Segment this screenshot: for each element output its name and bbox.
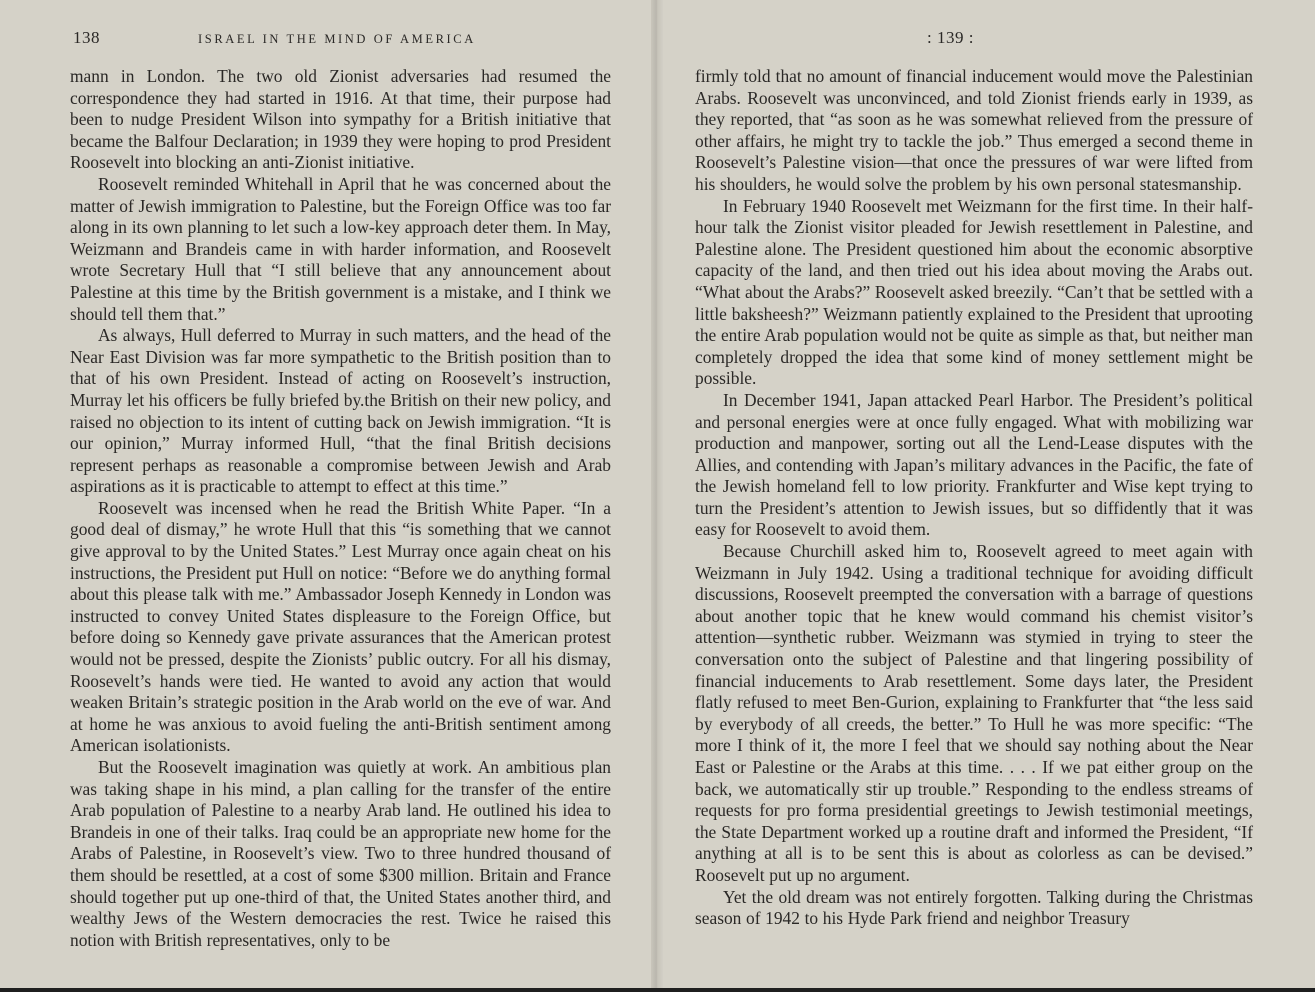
right-page-number: : 139 : (927, 28, 974, 47)
running-title: ISRAEL IN THE MIND OF AMERICA (198, 32, 476, 46)
paragraph: Roosevelt reminded Whitehall in April that he was concerned about the matter of Jewish immigration to Palestine, but the Foreign Office was too far along in its own planning to let such a low-key approach deter them. In May, Weizmann and Brandeis came in with harder information, and Roosevelt wrote Secretary Hull that “I still believe that any announcement about Palestine at this time by the British government is a mistake, and I think we should tell them that.” (70, 173, 611, 324)
right-page (655, 0, 1315, 988)
left-page (0, 0, 655, 988)
paragraph: As always, Hull deferred to Murray in such matters, and the head of the Near East Division was far more sympathetic to the British position than to that of his own President. Instead of acting on Roosevelt’s instruction, Murray let his officers be fully briefed by.the British on their new policy, and raised no objection to its intent of cutting back on Jewish immigration. “It is our opinion,” Murray informed Hull, “that the final British decisions represent perhaps as reasonable a compromise between Jewish and Arab aspirations as it is practicable to attempt to effect at this time.” (70, 325, 611, 497)
paragraph: firmly told that no amount of financial inducement would move the Palestinian Arabs. Roosevelt was unconvinced, and told Zionist friends early in 1939, as they reported, that “as soon as he was somewhat relieved from the pressure of other affairs, he might try to tackle the job.” Thus emerged a second theme in Roosevelt’s Palestine vision—that once the pressures of war were lifted from his shoulders, he would solve the problem by his own personal statesmanship. (695, 66, 1253, 194)
paragraph: In February 1940 Roosevelt met Weizmann for the first time. In their half-hour talk the Zionist visitor pleaded for Jewish resettlement in Palestine, and Palestine alone. The President questioned him about the economic absorptive capacity of the land, and then tried out his idea about moving the Arabs out. “What about the Arabs?” Roosevelt asked breezily. “Can’t that be settled with a little baksheesh?” Weizmann patiently explained to the President that uprooting the entire Arab population would not be quite as simple as that, but neither man completely dropped the idea that some kind of money settlement might be possible. (695, 195, 1253, 389)
paragraph: Because Churchill asked him to, Roosevelt agreed to meet again with Weizmann in July 1942. Using a traditional technique for avoiding difficult discussions, Roosevelt preempted the conversation with a barrage of questions about another topic that he knew would command his chemist visitor’s attention—synthetic rubber. Weizmann was stymied in trying to steer the conversation onto the subject of Palestine and that lingering possibility of financial inducements to Arab resettlement. Some days later, the President flatly refused to meet Ben-Gurion, explaining to Frankfurter that “the less said by everybody of all creeds, the better.” To Hull he was more specific: “The more I think of it, the more I feel that we should say nothing about the Near East or Palestine or the Arabs at this time. . . . If we pat either group on the back, we automatically stir up trouble.” Responding to the endless streams of requests for pro forma presidential greetings to Jewish testimonial meetings, the State Department worked up a routine draft and informed the President, “If anything at all is to be sent this is about as colorless as can be devised.” Roosevelt put up no argument. (695, 541, 1253, 885)
paragraph: In December 1941, Japan attacked Pearl Harbor. The President’s political and personal energies were at once fully engaged. What with mobilizing war production and manpower, sorting out all the Lend-Lease disputes with the Allies, and contending with Japan’s military advances in the Pacific, the fate of the Jewish homeland fell to low priority. Frankfurter and Wise kept trying to turn the President’s attention to Jewish issues, but so diffidently that it was easy for Roosevelt to avoid them. (695, 389, 1253, 540)
paragraph: Roosevelt was incensed when he read the British White Paper. “In a good deal of dismay,” he wrote Hull that this “is something that we cannot give approval to by the United States.” Lest Murray once again cheat on his instructions, the President put Hull on notice: “Before we do anything formal about this please talk with me.” Ambassador Joseph Kennedy in London was instructed to convey United States displeasure to the Foreign Office, but before doing so Kennedy gave private assurances that the American protest would not be pressed, despite the Zionists’ public outcry. For all his dismay, Roosevelt’s hands were tied. He wanted to avoid any action that would weaken Britain’s strategic position in the Arab world on the eve of war. And at home he was anxious to avoid fueling the anti-British sentiment among American isolationists. (70, 497, 611, 756)
paragraph: Yet the old dream was not entirely forgotten. Talking during the Christmas season of 1942 to his Hyde Park friend and neighbor Treasury (695, 886, 1253, 929)
right-page-body (695, 66, 1253, 930)
book-gutter (651, 0, 663, 988)
left-page-header (73, 28, 611, 50)
bottom-edge (0, 988, 1315, 992)
paragraph: But the Roosevelt imagination was quietly at work. An ambitious plan was taking shape in his mind, a plan calling for the transfer of the entire Arab population of Palestine to a nearby Arab land. He outlined his idea to Brandeis in one of their talks. Iraq could be an appropriate new home for the Arabs of Palestine, in Roosevelt’s view. Two to three hundred thousand of them should be resettled, at a cost of some $300 million. Britain and France should together put up one-third of that, the United States another third, and wealthy Jews of the Western democracies the rest. Twice he raised this notion with British representatives, only to be (70, 757, 611, 950)
left-page-number: 138 (73, 28, 100, 47)
paragraph: mann in London. The two old Zionist adversaries had resumed the correspondence they had started in 1916. At that time, their purpose had been to nudge President Wilson into sympathy for a British initiative that became the Balfour Declaration; in 1939 they were hoping to prod President Roosevelt into blocking an anti-Zionist initiative. (70, 66, 611, 173)
left-page-body (70, 66, 611, 951)
right-page-header (927, 28, 1047, 50)
